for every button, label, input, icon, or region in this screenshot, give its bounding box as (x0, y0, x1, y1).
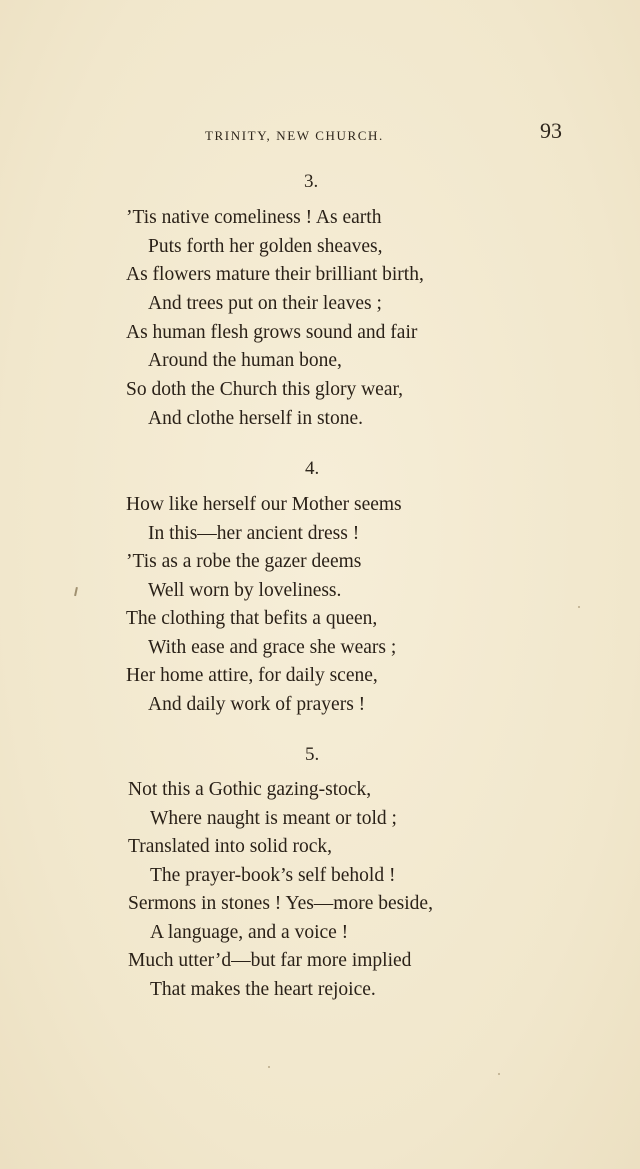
paper-mark (74, 587, 77, 596)
verse-line: With ease and grace she wears ; (148, 637, 397, 658)
verse-line: In this—her ancient dress ! (148, 523, 360, 544)
verse-line: As human flesh grows sound and fair (126, 322, 418, 343)
stanza-number: 4. (305, 458, 320, 479)
running-title: TRINITY, NEW CHURCH. (205, 128, 384, 143)
page-number: 93 (540, 118, 562, 143)
verse-line: ’Tis as a robe the gazer deems (126, 551, 362, 572)
paper-speck (578, 606, 580, 608)
verse-line: How like herself our Mother seems (126, 494, 402, 515)
paper-speck (268, 1066, 270, 1068)
verse-line: Not this a Gothic gazing-stock, (128, 779, 372, 800)
verse-line: Sermons in stones ! Yes—more beside, (128, 893, 433, 914)
paper-speck (498, 1073, 500, 1075)
verse-line: So doth the Church this glory wear, (126, 379, 404, 400)
verse-line: And clothe herself in stone. (148, 408, 363, 429)
verse-line: A language, and a voice ! (150, 922, 349, 943)
verse-line: And daily work of prayers ! (148, 694, 366, 715)
verse-line: Her home attire, for daily scene, (126, 665, 378, 686)
verse-line: Much utter’d—but far more implied (128, 950, 412, 971)
verse-line: That makes the heart rejoice. (150, 979, 376, 1000)
verse-line: The prayer-book’s self behold ! (150, 865, 396, 886)
verse-line: Where naught is meant or told ; (150, 808, 397, 829)
verse-line: The clothing that befits a queen, (126, 608, 378, 629)
verse-line: Puts forth her golden sheaves, (148, 236, 383, 257)
stanza-number: 5. (305, 744, 320, 765)
verse-line: Well worn by loveliness. (148, 580, 342, 601)
verse-line: Around the human bone, (148, 350, 342, 371)
stanza-number: 3. (304, 171, 319, 192)
verse-line: As flowers mature their brilliant birth, (126, 264, 424, 285)
verse-line: ’Tis native comeliness ! As earth (126, 207, 382, 228)
verse-line: And trees put on their leaves ; (148, 293, 382, 314)
verse-line: Translated into solid rock, (128, 836, 333, 857)
